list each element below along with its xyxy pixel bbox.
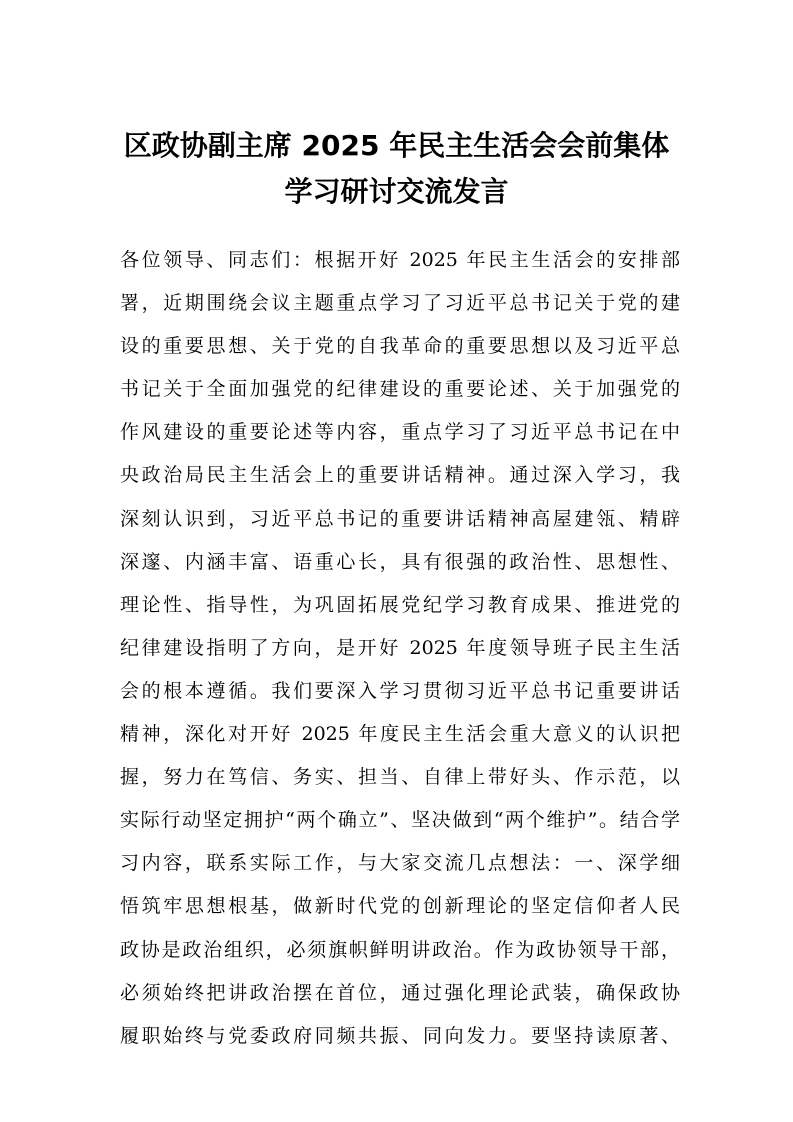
body-line: 实际行动坚定拥护“两个确立”、坚决做到“两个维护”。结合学 [120,809,680,832]
body-line: 政协是政治组织，必须旗帜鲜明讲政治。作为政协领导干部， [120,938,680,961]
body-line: 纪律建设指明了方向，是开好 2025 年度领导班子民主生活 [120,636,680,659]
document-title-line-1: 区政协副主席 2025 年民主生活会会前集体 [123,129,670,162]
body-line: 作风建设的重要论述等内容，重点学习了习近平总书记在中 [120,421,680,444]
body-line: 书记关于全面加强党的纪律建设的重要论述、关于加强党的 [120,378,680,401]
body-line: 深刻认识到，习近平总书记的重要讲话精神高屋建瓴、精辟 [120,507,680,530]
body-line: 央政治局民主生活会上的重要讲话精神。通过深入学习，我 [120,464,680,487]
body-line: 理论性、指导性，为巩固拓展党纪学习教育成果、推进党的 [120,593,680,616]
document-body [120,239,680,1058]
body-line: 习内容，联系实际工作，与大家交流几点想法：一、深学细 [120,852,680,875]
body-line: 会的根本遵循。我们要深入学习贯彻习近平总书记重要讲话 [120,679,680,702]
document-title-line-2: 学习研讨交流发言 [284,175,509,208]
body-line: 履职始终与党委政府同频共振、同向发力。要坚持读原著、 [120,1024,680,1047]
body-line: 必须始终把讲政治摆在首位，通过强化理论武装，确保政协 [120,981,680,1004]
body-line: 深邃、内涵丰富、语重心长，具有很强的政治性、思想性、 [120,550,680,573]
body-line: 署，近期围绕会议主题重点学习了习近平总书记关于党的建 [120,292,680,315]
body-line: 握，努力在笃信、务实、担当、自律上带好头、作示范，以 [120,766,680,789]
body-line: 各位领导、同志们：根据开好 2025 年民主生活会的安排部 [120,249,680,271]
body-line: 设的重要思想、关于党的自我革命的重要思想以及习近平总 [120,335,680,358]
body-line: 悟筑牢思想根基，做新时代党的创新理论的坚定信仰者人民 [120,895,680,918]
body-line: 精神，深化对开好 2025 年度民主生活会重大意义的认识把 [120,723,680,746]
